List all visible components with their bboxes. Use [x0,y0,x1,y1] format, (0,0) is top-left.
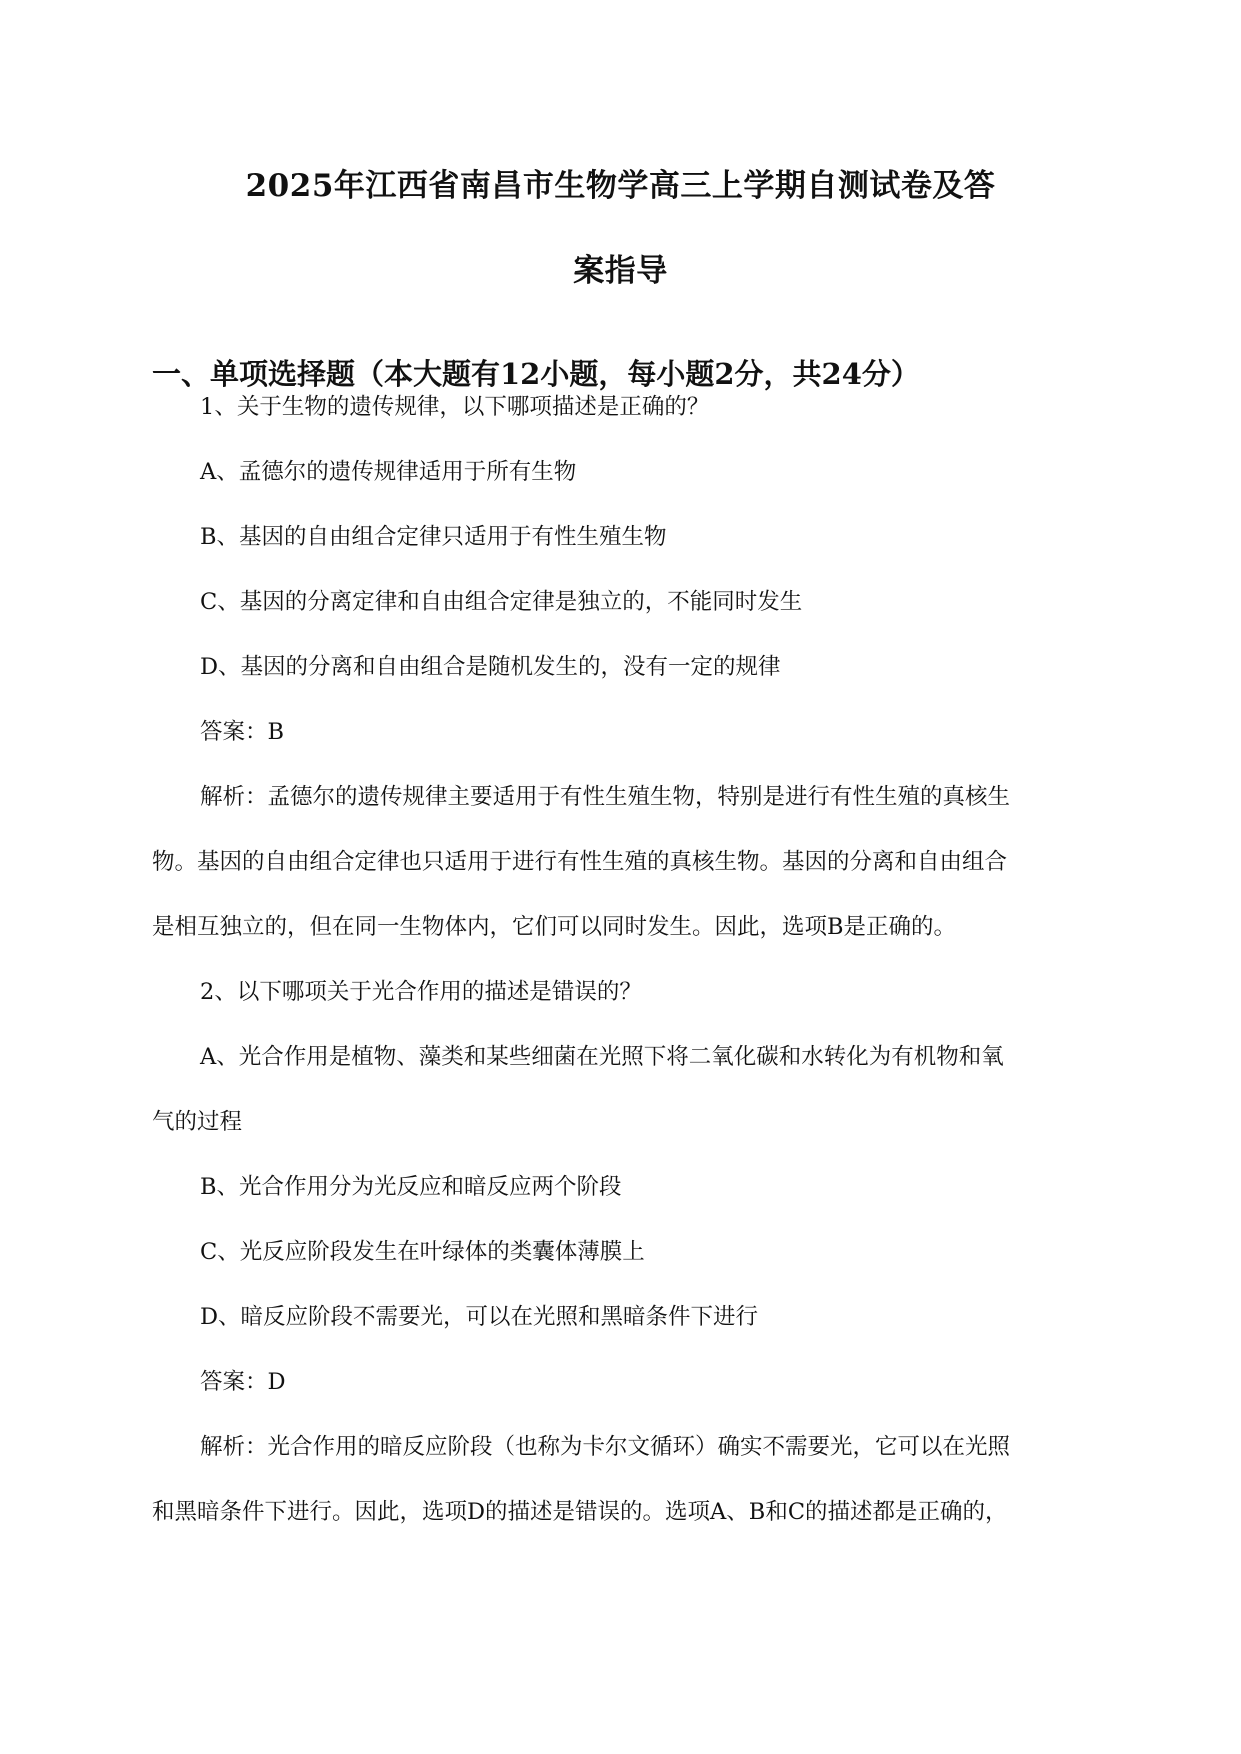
section-heading: 一、单项选择题（本大题有12小题，每小题2分，共24分） [152,357,920,391]
question-1-option-c: C、基因的分离定律和自由组合定律是独立的，不能同时发生 [200,589,803,615]
question-2-option-c: C、光反应阶段发生在叶绿体的类囊体薄膜上 [200,1239,645,1265]
question-2-stem: 2、以下哪项关于光合作用的描述是错误的？ [200,979,642,1005]
question-1 [152,375,1102,960]
question-1-answer: 答案：B [200,719,285,745]
question-1-analysis-line-2: 物。基因的自由组合定律也只适用于进行有性生殖的真核生物。基因的分离和自由组合 [152,849,1008,875]
document-title-line-1: 2025年江西省南昌市生物学高三上学期自测试卷及答 [245,168,996,204]
question-1-analysis-line-1: 解析：孟德尔的遗传规律主要适用于有性生殖生物，特别是进行有性生殖的真核生 [200,784,1011,810]
document-title-line-2: 案指导 [573,253,668,289]
question-2-answer: 答案：D [200,1369,286,1395]
question-1-stem: 1、关于生物的遗传规律，以下哪项描述是正确的？ [200,394,710,420]
question-2 [152,960,1102,1545]
question-1-option-d: D、基因的分离和自由组合是随机发生的，没有一定的规律 [200,654,781,680]
question-2-option-a-line-2: 气的过程 [152,1109,243,1135]
question-2-analysis-line-2: 和黑暗条件下进行。因此，选项D的描述是错误的。选项A、B和C的描述都是正确的， [152,1499,1008,1525]
question-2-option-d: D、暗反应阶段不需要光，可以在光照和黑暗条件下进行 [200,1304,759,1330]
question-1-option-b: B、基因的自由组合定律只适用于有性生殖生物 [200,524,667,550]
question-1-analysis-line-3: 是相互独立的，但在同一生物体内，它们可以同时发生。因此，选项B是正确的。 [152,914,957,940]
question-1-option-a: A、孟德尔的遗传规律适用于所有生物 [200,459,577,485]
question-2-option-b: B、光合作用分为光反应和暗反应两个阶段 [200,1174,622,1200]
question-2-option-a-line-1: A、光合作用是植物、藻类和某些细菌在光照下将二氧化碳和水转化为有机物和氧 [200,1044,1004,1070]
question-2-analysis-line-1: 解析：光合作用的暗反应阶段（也称为卡尔文循环）确实不需要光，它可以在光照 [200,1434,1011,1460]
